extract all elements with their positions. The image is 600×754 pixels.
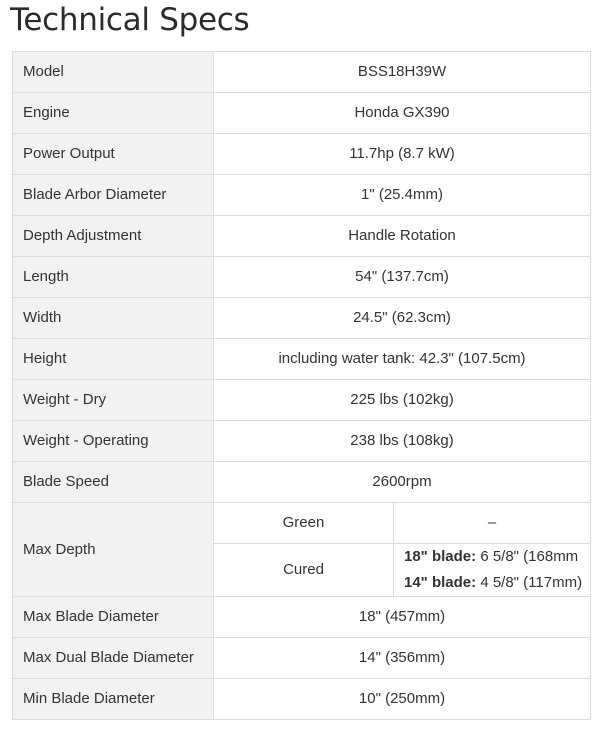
spec-value: Handle Rotation [214,216,591,257]
spec-row-weight-dry [13,380,591,421]
spec-row-min-blade-diameter [13,679,591,720]
spec-value: 10" (250mm) [214,679,591,720]
blade-size-14: 14" blade: [404,574,477,591]
specs-table [12,51,591,720]
spec-row-max-blade-diameter [13,597,591,638]
spec-row-blade-speed [13,462,591,503]
spec-row-length [13,257,591,298]
spec-label: Power Output [13,134,214,175]
spec-row-power-output [13,134,591,175]
spec-row-blade-arbor-diameter [13,175,591,216]
spec-row-width [13,298,591,339]
spec-row-max-depth-green [13,503,591,544]
spec-label: Blade Speed [13,462,214,503]
spec-label: Min Blade Diameter [13,679,214,720]
spec-label: Engine [13,93,214,134]
cured-line-18 [404,544,580,570]
spec-value: 54" (137.7cm) [214,257,591,298]
max-depth-green-value: – [394,503,591,544]
spec-label-max-depth: Max Depth [13,503,214,597]
spec-label: Max Dual Blade Diameter [13,638,214,679]
spec-value: 18" (457mm) [214,597,591,638]
cured-line-14 [404,570,583,596]
spec-value: BSS18H39W [214,52,591,93]
spec-value: 14" (356mm) [214,638,591,679]
max-depth-green-label: Green [214,503,394,544]
spec-label: Length [13,257,214,298]
spec-label: Depth Adjustment [13,216,214,257]
blade-depth-18: 6 5/8" (168mm [480,548,579,565]
spec-value: 1" (25.4mm) [214,175,591,216]
spec-label: Width [13,298,214,339]
spec-value: 2600rpm [214,462,591,503]
spec-row-model [13,52,591,93]
spec-row-depth-adjustment [13,216,591,257]
spec-row-engine [13,93,591,134]
blade-depth-14: 4 5/8" (117mm) [480,574,583,591]
blade-size-18: 18" blade: [404,548,477,565]
spec-value: 24.5" (62.3cm) [214,298,591,339]
spec-label: Weight - Dry [13,380,214,421]
spec-value: 11.7hp (8.7 kW) [214,134,591,175]
spec-label: Height [13,339,214,380]
page-title: Technical Specs [10,2,250,38]
spec-label: Model [13,52,214,93]
spec-label: Max Blade Diameter [13,597,214,638]
spec-row-max-dual-blade-diameter [13,638,591,679]
max-depth-cured-label: Cured [214,544,394,597]
spec-row-height [13,339,591,380]
spec-value: including water tank: 42.3" (107.5cm) [214,339,591,380]
max-depth-cured-values [394,544,591,597]
spec-row-weight-operating [13,421,591,462]
spec-value: 238 lbs (108kg) [214,421,591,462]
spec-label: Blade Arbor Diameter [13,175,214,216]
spec-label: Weight - Operating [13,421,214,462]
spec-value: Honda GX390 [214,93,591,134]
spec-value: 225 lbs (102kg) [214,380,591,421]
